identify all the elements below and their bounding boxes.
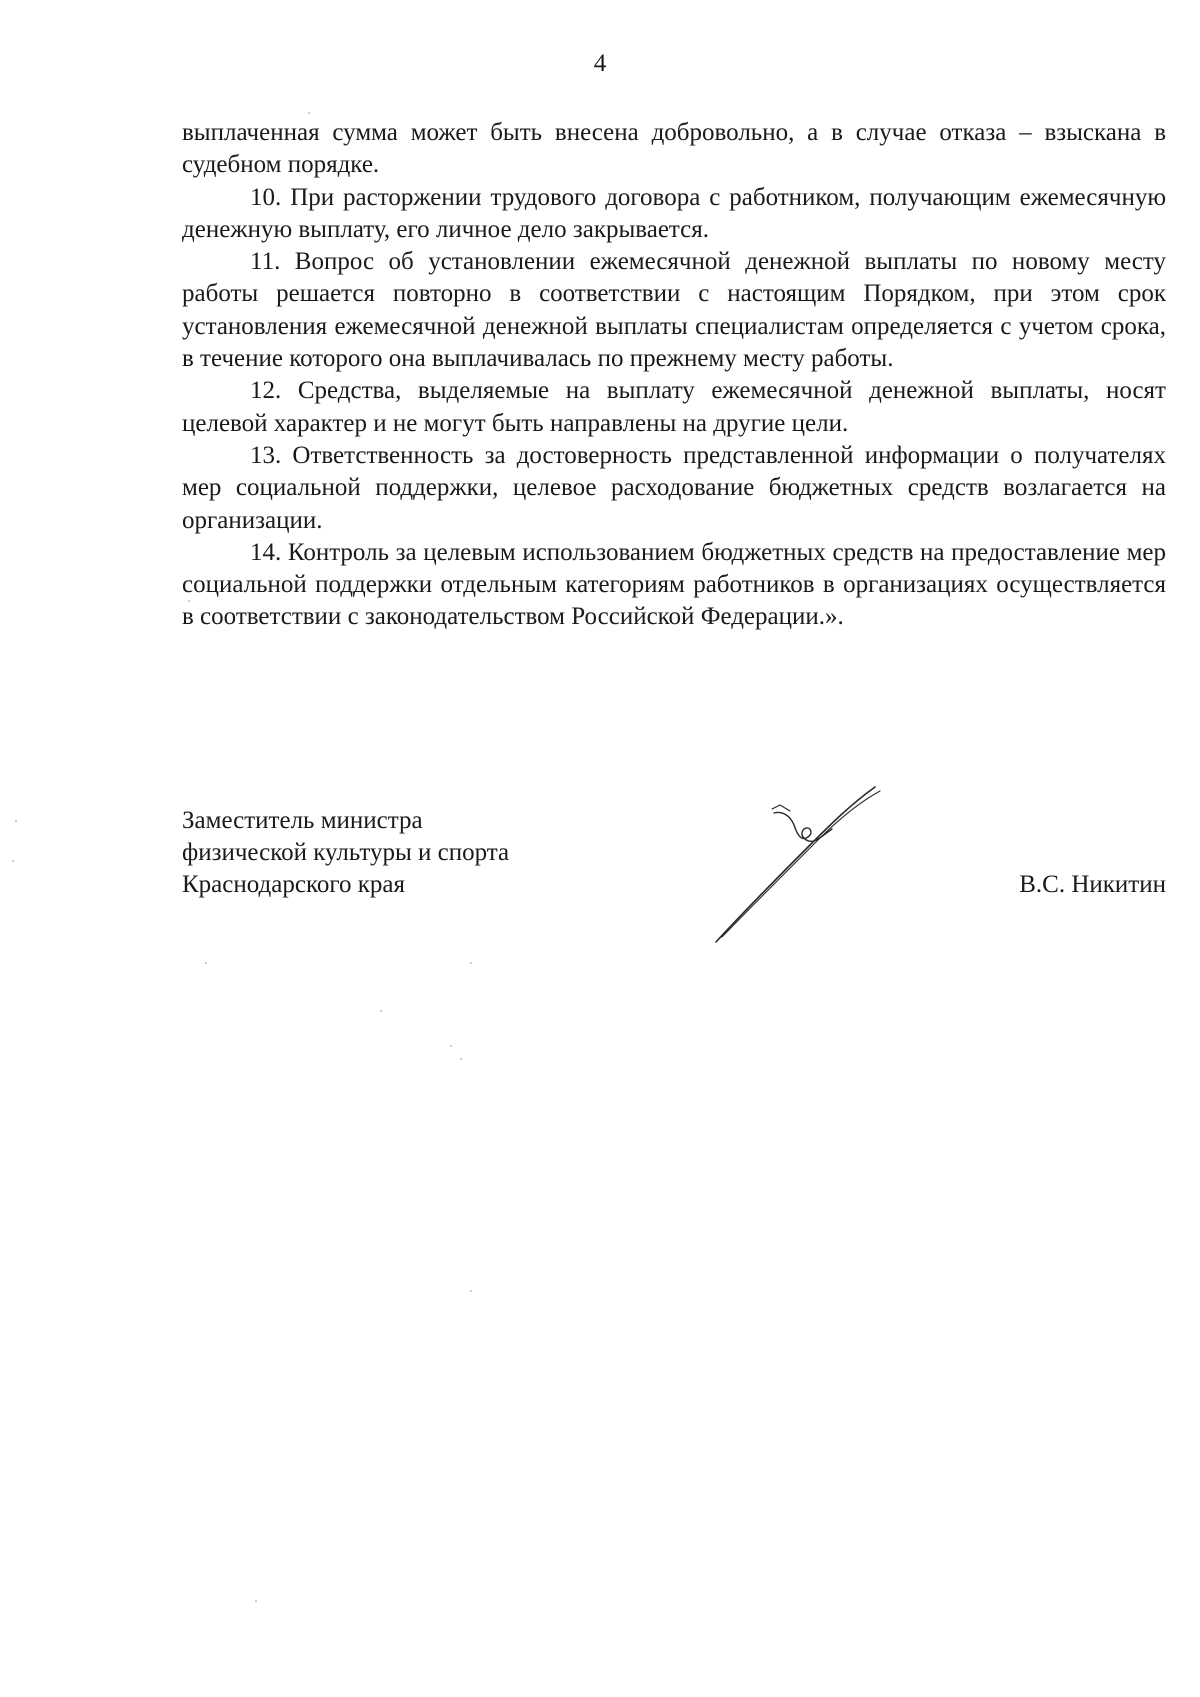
scan-speck bbox=[12, 860, 14, 862]
paragraph-13: 13. Ответственность за достоверность представленной информации о получателях мер социальной поддержки, целевое расходование бюджетных средств возлагается на организации. bbox=[182, 441, 1166, 534]
signature-block bbox=[182, 805, 1166, 965]
paragraph-12: 12. Средства, выделяемые на выплату ежемесячной денежной выплаты, носят целевой характер и не могут быть направлены на другие цели. bbox=[182, 377, 1166, 437]
paragraph-continuation: выплаченная сумма может быть внесена добровольно, а в случае отказа – взыскана в судебном порядке. bbox=[182, 119, 1166, 179]
scan-speck bbox=[15, 820, 17, 822]
scan-speck bbox=[460, 1058, 462, 1060]
signatory-position-line: Краснодарского края bbox=[182, 871, 405, 898]
scan-speck bbox=[450, 1045, 452, 1047]
scan-speck bbox=[470, 1290, 472, 1292]
paragraph-10: 10. При расторжении трудового договора с работником, получающим ежемесячную денежную выплату, его личное дело закрывается. bbox=[182, 183, 1166, 243]
signatory-position-line: Заместитель министра bbox=[182, 807, 423, 834]
signatory-name: В.С. Никитин bbox=[1019, 871, 1166, 898]
signatory-position bbox=[182, 805, 602, 901]
paragraph-14: 14. Контроль за целевым использованием бюджетных средств на предоставление мер социальной поддержки отдельным категориям работников в организациях осуществляется в соответствии с законодательством Российской Федерации.». bbox=[182, 538, 1166, 631]
handwritten-signature bbox=[710, 785, 890, 955]
scan-speck bbox=[380, 1010, 382, 1012]
scan-speck bbox=[308, 112, 310, 114]
scan-speck bbox=[470, 962, 472, 964]
scan-speck bbox=[255, 1600, 257, 1602]
signatory-position-line: физической культуры и спорта bbox=[182, 839, 510, 866]
scan-speck bbox=[205, 962, 207, 964]
scan-speck bbox=[188, 600, 190, 602]
paragraph-11: 11. Вопрос об установлении ежемесячной денежной выплаты по новому месту работы решается повторно в соответствии с настоящим Порядком, при этом срок установления ежемесячной денежной выплаты специалистам определяется с учетом срока, в течение которого она выплачивалась по прежнему месту работы. bbox=[182, 248, 1166, 373]
document-body bbox=[182, 117, 1166, 634]
page-number: 4 bbox=[593, 50, 607, 77]
